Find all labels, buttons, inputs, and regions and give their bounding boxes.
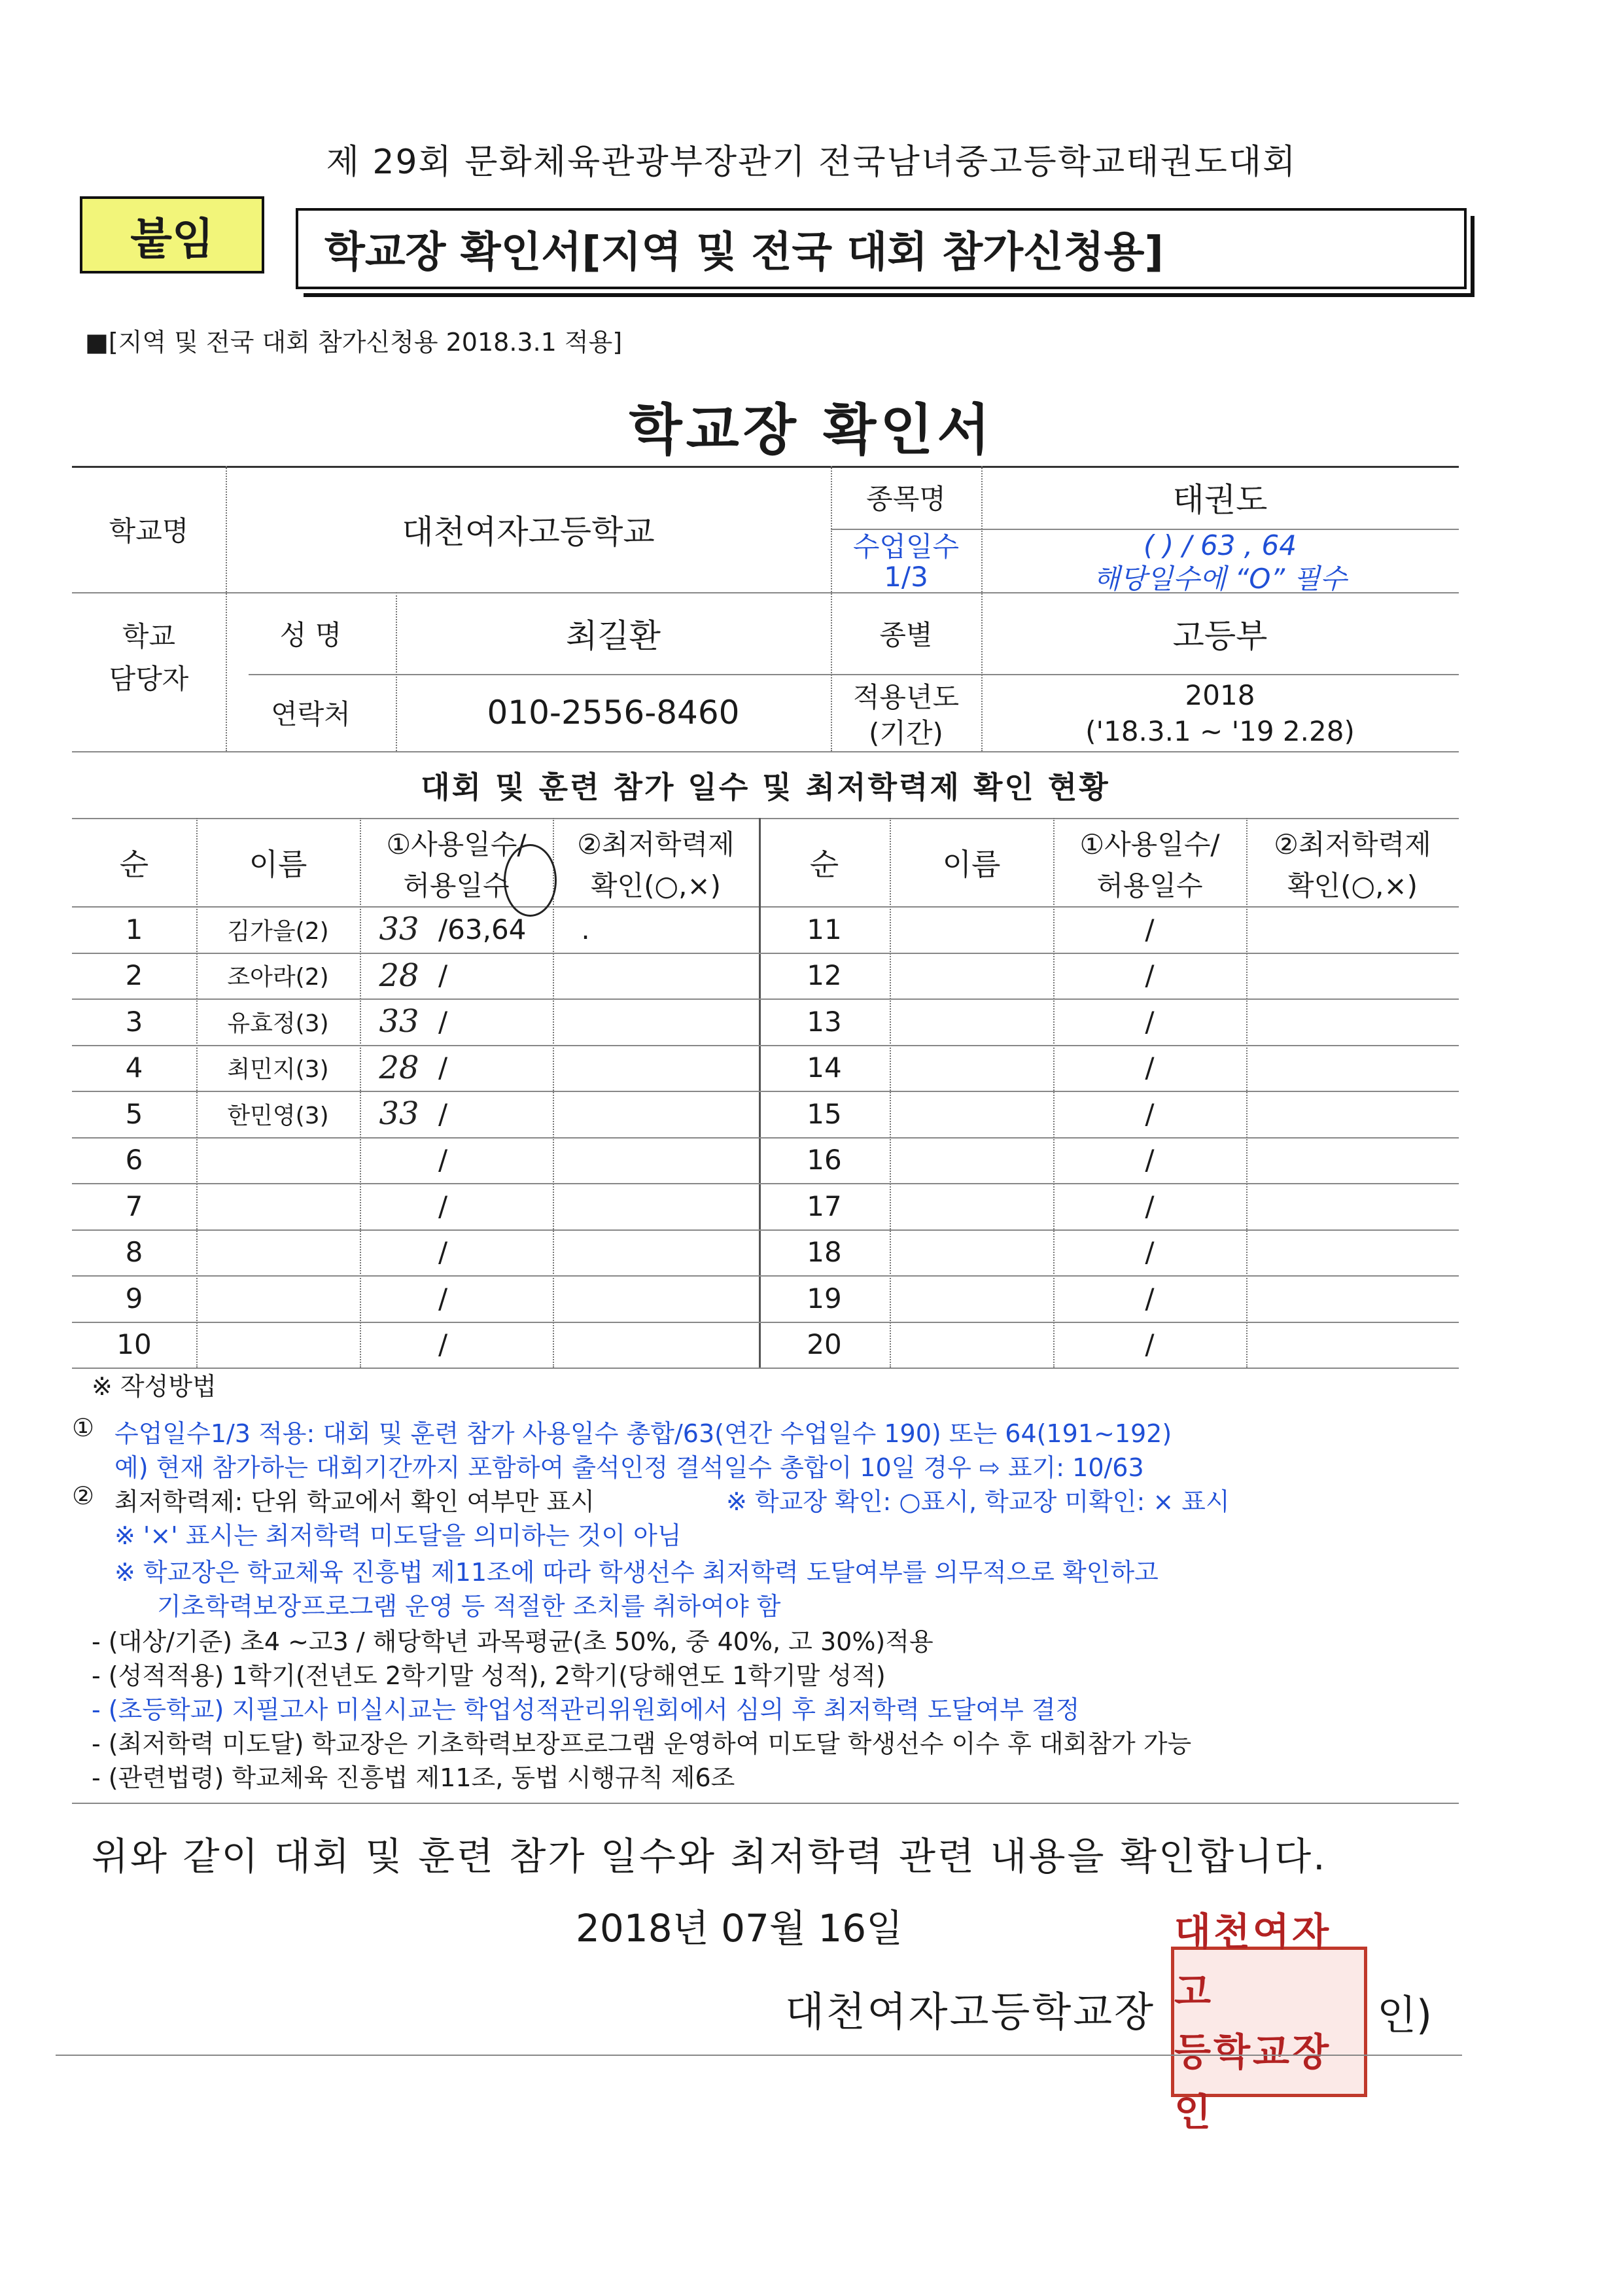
box-title: 학교장 확인서[지역 및 전국 대회 참가신청용] — [296, 208, 1467, 289]
instr-num-1: ① — [72, 1413, 95, 1442]
row-days-right: / — [1145, 913, 1155, 945]
row-name-left: 최민지(3) — [227, 1056, 329, 1084]
row-days-allowed-left: / — [438, 1144, 448, 1176]
row-name-left — [196, 1183, 360, 1229]
row-days-right: / — [1145, 959, 1155, 992]
classdays-value-1: ( ) / 63 , 64 — [1143, 529, 1297, 561]
hdr-days-right-2: 허용일수 — [1096, 869, 1203, 902]
instr-line-9: - (초등학교) 지필고사 미실시교는 학업성적관리위원회에서 심의 후 최저학력 도달여부 결정 — [92, 1695, 1080, 1724]
row-days-used-left — [363, 1183, 435, 1229]
row-days-right: / — [1145, 1328, 1155, 1361]
row-days-allowed-left: / — [438, 1190, 448, 1222]
row-check-left — [553, 1229, 618, 1276]
row-no-left: 8 — [125, 1236, 143, 1269]
row-name-left: 조아라(2) — [227, 964, 329, 991]
row-name-left — [196, 1322, 360, 1368]
document-title: 학교장 확인서 — [629, 398, 994, 462]
row-days-used-left: 28 — [379, 1049, 419, 1086]
row-no-left: 5 — [125, 1097, 143, 1130]
row-name-left: 김가을(2) — [227, 917, 329, 945]
instr-line-6: 기초학력보장프로그램 운영 등 적절한 조치를 취하여야 함 — [157, 1592, 781, 1621]
name-value: 최길환 — [566, 616, 661, 655]
row-check-left — [553, 1091, 618, 1137]
row-check-left — [553, 1183, 618, 1229]
row-no-right: 20 — [807, 1328, 842, 1361]
name-label: 성 명 — [279, 618, 342, 651]
division-value: 고등부 — [1172, 616, 1268, 655]
school-label: 학교명 — [109, 514, 189, 547]
row-days-right: / — [1145, 1051, 1155, 1084]
row-no-left: 10 — [116, 1328, 152, 1361]
instr-line-5: ※ 학교장은 학교체육 진흥법 제11조에 따라 학생선수 최저학력 도달여부를 의무적으로 확인하고 — [114, 1558, 1159, 1587]
row-days-allowed-left: /63,64 — [438, 913, 527, 945]
instr-line-1: 수업일수1/3 적용: 대회 및 훈련 참가 사용일수 총합/63(연간 수업일수 190) 또는 64(191~192) — [114, 1419, 1172, 1448]
instr-line-3a: 최저학력제: 단위 학교에서 확인 여부만 표시 — [114, 1487, 595, 1516]
hdr-no-right: 순 — [809, 846, 839, 882]
confirm-text: 위와 같이 대회 및 훈련 참가 일수와 최저학력 관련 내용을 확인합니다. — [92, 1834, 1327, 1879]
year-label-1: 적용년도 — [852, 680, 960, 713]
year-value-2: ('18.3.1 ~ '19 2.28) — [1085, 715, 1355, 747]
row-check-left — [553, 1137, 618, 1184]
row-no-right: 15 — [807, 1097, 842, 1130]
seal-line-2: 등학교장인 — [1174, 2030, 1332, 2134]
event-value: 태권도 — [1172, 481, 1268, 519]
row-days-allowed-left: / — [438, 959, 448, 992]
classdays-value-2: 해당일수에 “O” 필수 — [1093, 562, 1347, 595]
classdays-label-2: 1/3 — [884, 561, 928, 593]
row-days-used-left — [363, 1275, 435, 1322]
row-no-left: 6 — [125, 1144, 143, 1176]
contact-label: 연락처 — [271, 698, 351, 730]
row-name-left — [196, 1275, 360, 1322]
row-days-used-left: 28 — [379, 957, 419, 994]
row-no-left: 7 — [125, 1190, 143, 1222]
row-no-left: 3 — [125, 1005, 143, 1038]
hdr-min-left-1: ②최저학력제 — [577, 828, 735, 860]
records-bottom-line — [72, 1368, 1459, 1369]
row-name-left: 한민영(3) — [227, 1102, 329, 1129]
row-check-left — [553, 1275, 618, 1322]
row-no-right: 13 — [807, 1005, 842, 1038]
row-days-used-left — [363, 1322, 435, 1368]
row-days-allowed-left: / — [438, 1051, 448, 1084]
row-no-right: 17 — [807, 1190, 842, 1222]
row-check-left: . — [581, 913, 590, 945]
row-days-right: / — [1145, 1236, 1155, 1269]
row-days-right: / — [1145, 1005, 1155, 1038]
contact-value: 010-2556-8460 — [487, 694, 740, 732]
row-no-left: 4 — [125, 1051, 143, 1084]
hdr-days-left-1: ①사용일수/ — [386, 828, 527, 860]
row-days-used-left: 33 — [379, 1003, 419, 1040]
school-value: 대천여자고등학교 — [402, 512, 655, 551]
attachment-badge: 붙임 — [80, 196, 264, 274]
hdr-no-left: 순 — [119, 846, 149, 882]
row-days-allowed-left: / — [438, 1005, 448, 1038]
hdr-days-left-2: 허용일수 — [403, 869, 510, 902]
seal-line-1: 대천여자고 — [1174, 1909, 1332, 2014]
row-no-left: 1 — [125, 913, 143, 945]
instr-heading: ※ 작성방법 — [92, 1372, 217, 1401]
official-seal — [1171, 1909, 1367, 2134]
row-days-used-left: 33 — [379, 1095, 419, 1133]
row-days-used-left — [363, 1137, 435, 1184]
hdr-days-right-1: ①사용일수/ — [1079, 828, 1220, 860]
row-days-right: / — [1145, 1190, 1155, 1222]
row-no-right: 18 — [807, 1236, 842, 1269]
header-title: 제 29회 문화체육관광부장관기 전국남녀중고등학교태권도대회 — [326, 143, 1297, 182]
confirm-date: 2018년 07월 16일 — [576, 1906, 903, 1951]
year-label-2: (기간) — [869, 716, 943, 749]
hdr-min-right-1: ②최저학력제 — [1274, 828, 1431, 860]
row-name-left — [196, 1137, 360, 1184]
instr-line-2: 예) 현재 참가하는 대회기간까지 포함하여 출석인정 결석일수 총합이 10일 경우 ⇨ 표기: 10/63 — [114, 1453, 1144, 1482]
row-days-used-left — [363, 1229, 435, 1276]
row-no-right: 19 — [807, 1282, 842, 1315]
applied-note: ■[지역 및 전국 대회 참가신청용 2018.3.1 적용] — [85, 328, 623, 357]
row-no-right: 14 — [807, 1051, 842, 1084]
row-no-right: 16 — [807, 1144, 842, 1176]
row-check-left — [553, 1322, 618, 1368]
instr-line-8: - (성적적용) 1학기(전년도 2학기말 성적), 2학기(당해연도 1학기말 성적) — [92, 1661, 886, 1690]
row-check-left — [553, 953, 618, 999]
row-days-allowed-left: / — [438, 1328, 448, 1361]
hdr-name-right: 이름 — [942, 846, 1001, 882]
hdr-min-left-2: 확인(○,×) — [590, 869, 722, 902]
instr-line-7: - (대상/기준) 초4 ~고3 / 해당학년 과목평균(초 50%, 중 40%, 고 30%)적용 — [92, 1627, 934, 1656]
row-name-left: 유효정(3) — [227, 1010, 329, 1037]
instr-line-4: ※ '×' 표시는 최저학력 미도달을 의미하는 것이 아님 — [114, 1521, 682, 1550]
row-days-allowed-left: / — [438, 1097, 448, 1130]
event-label: 종목명 — [866, 483, 946, 515]
hdr-min-right-2: 확인(○,×) — [1287, 869, 1418, 902]
row-no-right: 11 — [807, 913, 842, 945]
section-title: 대회 및 훈련 참가 일수 및 최저학력제 확인 현황 — [421, 769, 1110, 805]
row-name-left — [196, 1229, 360, 1276]
row-no-left: 2 — [125, 959, 143, 992]
footer-line — [56, 2055, 1462, 2056]
instr-line-3b: ※ 학교장 확인: ○표시, 학교장 미확인: × 표시 — [726, 1487, 1230, 1516]
division-label: 종별 — [879, 618, 933, 651]
row-days-right: / — [1145, 1144, 1155, 1176]
instr-line-10: - (최저학력 미도달) 학교장은 기초학력보장프로그램 운영하여 미도달 학생선수 이수 후 대회참가 가능 — [92, 1729, 1192, 1758]
classdays-label-1: 수업일수 — [852, 531, 960, 563]
seal-suffix: 인) — [1377, 1991, 1433, 2039]
row-check-left — [553, 1045, 618, 1091]
row-days-right: / — [1145, 1282, 1155, 1315]
row-days-allowed-left: / — [438, 1282, 448, 1315]
row-no-left: 9 — [125, 1282, 143, 1315]
row-no-right: 12 — [807, 959, 842, 992]
signer-name: 대천여자고등학교장 — [785, 1988, 1156, 2036]
hdr-name-left: 이름 — [249, 846, 307, 882]
instr-line-11: - (관련법령) 학교체육 진흥법 제11조, 동법 시행규칙 제6조 — [92, 1763, 735, 1792]
instr-num-2: ② — [72, 1481, 95, 1510]
row-days-allowed-left: / — [438, 1236, 448, 1269]
row-days-right: / — [1145, 1097, 1155, 1130]
row-days-used-left: 33 — [379, 911, 419, 948]
manager-label-1: 학교 — [122, 620, 176, 652]
year-value-1: 2018 — [1185, 679, 1255, 711]
manager-label-2: 담당자 — [109, 663, 189, 695]
row-check-left — [553, 998, 618, 1045]
instr-bottom-line — [72, 1803, 1459, 1804]
